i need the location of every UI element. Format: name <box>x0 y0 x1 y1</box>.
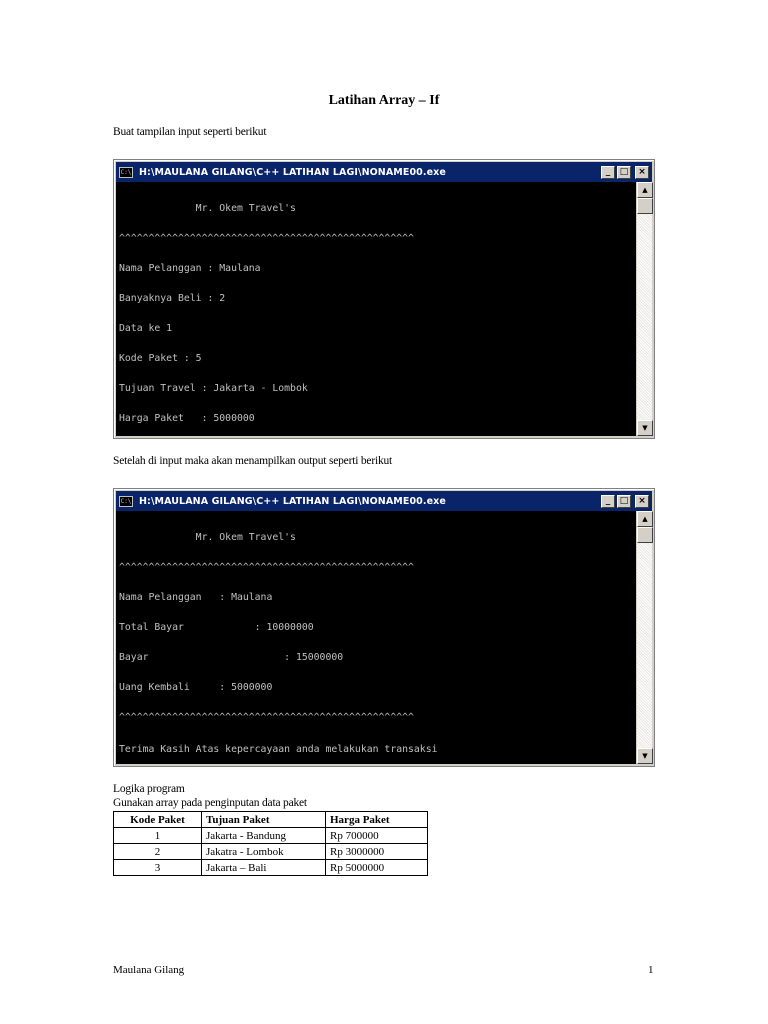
console-line: Banyaknya Beli : 2 <box>119 293 226 304</box>
console-line: ^^^^^^^^^^^^^^^^^^^^^^^^^^^^^^^^^^^^^^^^^^^^^^^^^^ <box>119 712 414 723</box>
console-window-input <box>113 159 655 439</box>
scroll-track[interactable] <box>637 543 652 748</box>
console-output <box>116 182 636 436</box>
vertical-scrollbar[interactable] <box>636 511 652 764</box>
console-line: Tujuan Travel : Jakarta - Lombok <box>119 383 308 394</box>
intro-text: Buat tampilan input seperti berikut <box>113 126 267 138</box>
minimize-button[interactable]: _ <box>601 166 615 179</box>
document-title: Latihan Array – If <box>328 93 440 108</box>
console-line: ^^^^^^^^^^^^^^^^^^^^^^^^^^^^^^^^^^^^^^^^^^^^^^^^^^ <box>119 562 414 573</box>
column-header: Kode Paket <box>114 812 202 828</box>
table-cell: Rp 5000000 <box>326 860 428 876</box>
minimize-button[interactable]: _ <box>601 495 615 508</box>
footer-author: Maulana Gilang <box>113 964 185 976</box>
logic-heading: Logika program <box>113 783 185 795</box>
console-app-icon: C:\ <box>120 497 132 505</box>
console-line: ^^^^^^^^^^^^^^^^^^^^^^^^^^^^^^^^^^^^^^^^^^^^^^^^^^ <box>119 233 414 244</box>
table-cell: 3 <box>114 860 202 876</box>
column-header: Tujuan Paket <box>202 812 326 828</box>
console-line: Nama Pelanggan : Maulana <box>119 263 261 274</box>
scroll-thumb[interactable] <box>637 527 653 543</box>
after-input-text: Setelah di input maka akan menampilkan output seperti berikut <box>113 455 393 467</box>
console-line: Total Bayar : 10000000 <box>119 622 314 633</box>
close-button[interactable]: × <box>635 495 649 508</box>
close-button[interactable]: × <box>635 166 649 179</box>
scroll-up-button[interactable]: ▲ <box>637 182 653 198</box>
console-line: Kode Paket : 5 <box>119 353 202 364</box>
table-cell: 1 <box>114 828 202 844</box>
console-line: Bayar : 15000000 <box>119 652 344 663</box>
scroll-thumb[interactable] <box>637 198 653 214</box>
table-cell: Rp 3000000 <box>326 844 428 860</box>
scroll-track[interactable] <box>637 214 652 420</box>
table-header-row <box>114 812 428 828</box>
column-header: Harga Paket <box>326 812 428 828</box>
console-output <box>116 511 636 764</box>
console-line: Harga Paket : 5000000 <box>119 413 255 424</box>
maximize-button[interactable]: □ <box>617 166 631 179</box>
table-row <box>114 860 428 876</box>
console-app-icon: C:\ <box>120 168 132 176</box>
console-line: Data ke 1 <box>119 323 173 334</box>
table-cell: Jakatra - Lombok <box>202 844 326 860</box>
console-window-title: H:\MAULANA GILANG\C++ LATIHAN LAGI\NONAME00.exe <box>139 495 446 507</box>
table-row <box>114 844 428 860</box>
page-number: 1 <box>648 964 654 976</box>
table-cell: 2 <box>114 844 202 860</box>
console-line: Uang Kembali : 5000000 <box>119 682 273 693</box>
scroll-down-button[interactable]: ▼ <box>637 420 653 436</box>
scroll-down-button[interactable]: ▼ <box>637 748 653 764</box>
console-line: Mr. Okem Travel's <box>119 203 296 214</box>
console-window-output <box>113 488 655 767</box>
logic-text: Gunakan array pada penginputan data paket <box>113 797 307 809</box>
table-cell: Jakarta – Bali <box>202 860 326 876</box>
scroll-up-button[interactable]: ▲ <box>637 511 653 527</box>
console-line: Mr. Okem Travel's <box>119 532 296 543</box>
maximize-button[interactable]: □ <box>617 495 631 508</box>
table-cell: Jakarta - Bandung <box>202 828 326 844</box>
table-cell: Rp 700000 <box>326 828 428 844</box>
console-line: Nama Pelanggan : Maulana <box>119 592 273 603</box>
paket-table <box>113 811 428 876</box>
console-titlebar[interactable] <box>116 162 652 182</box>
console-line: Terima Kasih Atas kepercayaan anda melakukan transaksi <box>119 744 438 755</box>
vertical-scrollbar[interactable] <box>636 182 652 436</box>
table-row <box>114 828 428 844</box>
console-titlebar[interactable] <box>116 491 652 511</box>
console-window-title: H:\MAULANA GILANG\C++ LATIHAN LAGI\NONAME00.exe <box>139 166 446 178</box>
